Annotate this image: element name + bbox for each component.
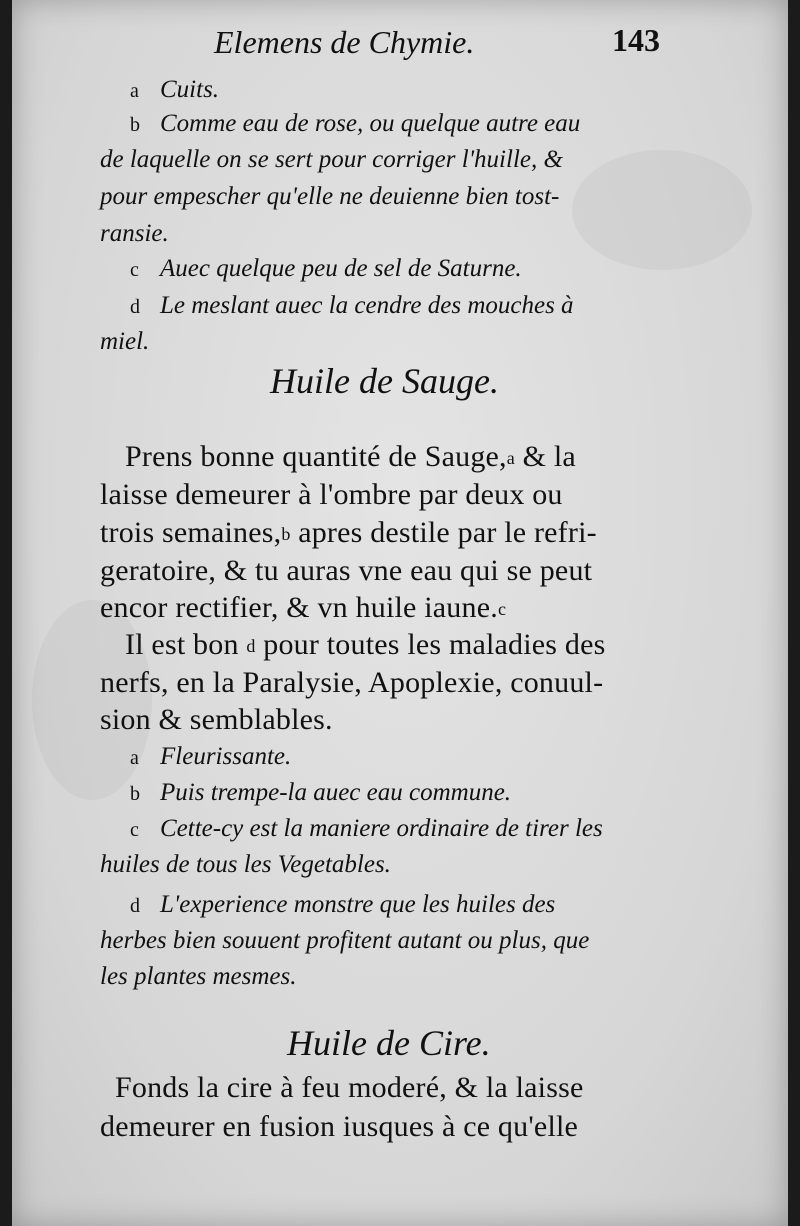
note-text: L'experience monstre que les huiles des (160, 891, 556, 918)
note-line (130, 743, 291, 771)
note-marker: d (130, 296, 140, 318)
note-marker: c (130, 819, 139, 841)
footnote-ref: b (281, 524, 291, 544)
body-text: Prens bonne quantité de Sauge, (125, 440, 507, 473)
note-text: miel. (100, 328, 150, 355)
section-heading: Huile de Sauge. (270, 361, 499, 401)
page-number: 143 (612, 22, 660, 58)
body-line (100, 703, 333, 737)
body-text: apres destile par le refri- (290, 516, 597, 549)
note-line (100, 328, 149, 356)
body-line (100, 666, 603, 700)
body-line (100, 1110, 578, 1144)
note-text: Comme eau de rose, ou quelque autre eau (160, 110, 581, 137)
note-text: les plantes mesmes. (100, 963, 297, 990)
body-line (125, 628, 605, 662)
note-marker: b (130, 783, 140, 805)
note-line (130, 255, 522, 283)
footnote-ref: a (506, 448, 515, 468)
note-line (100, 220, 169, 248)
note-marker: b (130, 114, 140, 136)
note-line (130, 110, 580, 138)
body-text: laisse demeurer à l'ombre par deux ou (100, 478, 563, 511)
book-page (12, 0, 788, 1226)
body-text: Il est bon (125, 628, 247, 661)
section-heading: Huile de Cire. (287, 1023, 491, 1063)
note-text: de laquelle on se sert pour corriger l'huille, & (100, 146, 563, 173)
note-text: pour empescher qu'elle ne deuienne bien tost- (100, 183, 560, 210)
note-line (130, 292, 574, 320)
paper-stain (572, 150, 752, 270)
note-line (130, 76, 219, 104)
body-line (100, 516, 597, 550)
body-text: geratoire, & tu auras vne eau qui se peut (100, 554, 593, 587)
body-text: pour toutes les maladies des (255, 628, 606, 661)
note-text: herbes bien souuent profitent autant ou plus, que (100, 927, 590, 954)
body-text: nerfs, en la Paralysie, Apoplexie, conuul- (100, 666, 604, 699)
note-text: Fleurissante. (160, 743, 292, 770)
note-text: Le meslant auec la cendre des mouches à (160, 292, 574, 319)
note-text: Puis trempe-la auec eau commune. (160, 779, 512, 806)
note-text: Cette-cy est la maniere ordinaire de tirer les (160, 815, 603, 842)
note-line (130, 891, 555, 919)
note-marker: a (130, 747, 139, 769)
body-text: encor rectifier, & vn huile iaune. (100, 591, 498, 624)
body-line (125, 440, 576, 474)
body-text: & la (514, 440, 576, 473)
note-text: ransie. (100, 220, 169, 247)
footnote-ref: c (497, 599, 507, 619)
body-text: sion & semblables. (100, 703, 333, 736)
note-marker: d (130, 895, 140, 917)
body-line (100, 554, 592, 588)
note-text: Auec quelque peu de sel de Saturne. (160, 255, 522, 282)
note-text: huiles de tous les Vegetables. (100, 851, 391, 878)
body-text: demeurer en fusion iusques à ce qu'elle (100, 1110, 579, 1143)
note-marker: c (130, 259, 139, 281)
body-text: Fonds la cire à feu moderé, & la laisse (115, 1071, 584, 1104)
note-line (130, 779, 511, 807)
note-line (100, 183, 559, 211)
note-text: Cuits. (160, 76, 220, 103)
note-line (130, 815, 603, 843)
page-header (12, 18, 788, 66)
running-title: Elemens de Chymie. (214, 24, 475, 60)
note-line (100, 963, 297, 991)
note-line (100, 927, 589, 955)
note-line (100, 851, 391, 879)
body-line (115, 1071, 583, 1105)
body-line (100, 591, 506, 625)
note-line (100, 146, 563, 174)
body-line (100, 478, 563, 512)
footnote-ref: d (246, 636, 256, 656)
note-marker: a (130, 80, 139, 102)
body-text: trois semaines, (100, 516, 282, 549)
